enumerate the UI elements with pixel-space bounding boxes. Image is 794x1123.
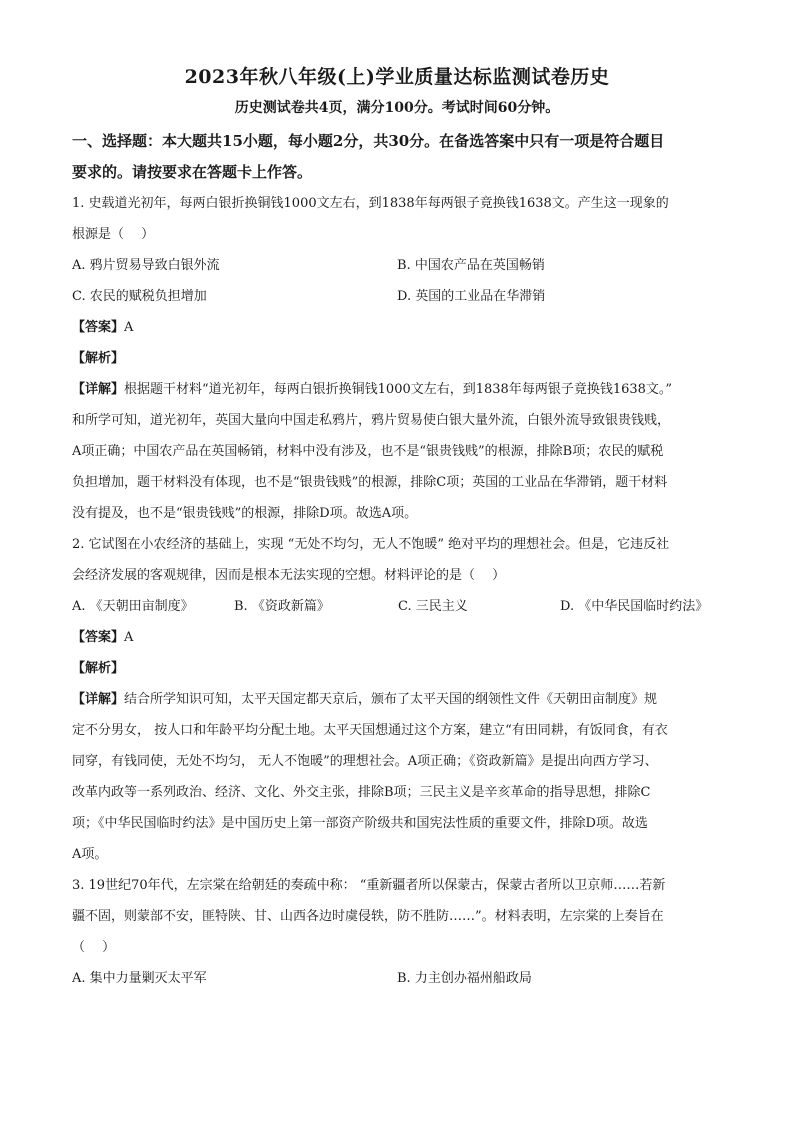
- section-heading-line-1: 一、选择题：本大题共15小题，每小题2分，共30分。在备选答案中只有一项是符合题目: [72, 132, 665, 150]
- q2-option-d: D. 《中华民国临时约法》: [560, 599, 709, 614]
- q1-detail-line-5: 没有提及，也不是“银贵钱贱”的根源，排除D项。故选A项。: [72, 506, 418, 521]
- q1-option-b: B. 中国农产品在英国畅销: [397, 258, 545, 273]
- q1-detail-text-1: 根据题干材料“道光初年，每两白银折换铜钱1000文左右，到1838年每两银子竟换钱1638文。”: [124, 382, 673, 397]
- q3-option-a: A. 集中力量剿灭太平军: [72, 971, 207, 986]
- q2-stem-line-2: 会经济发展的客观规律，因而是根本无法实现的空想。材料评论的是（ ）: [72, 568, 506, 583]
- q2-analysis: [72, 653, 722, 684]
- q1-detail-line-1: [72, 374, 722, 405]
- q1-detail-line-3: A项正确；中国农产品在英国畅销，材料中没有涉及，也不是“银贵钱贱”的根源，排除B项；农民的赋税: [72, 444, 664, 459]
- q1-detail-line-4: 负担增加，题干材料没有体现，也不是“银贵钱贱”的根源，排除C项；英国的工业品在华滞销，题干材料: [72, 475, 668, 490]
- q3-options-row-1: [72, 963, 722, 994]
- section-heading: [72, 126, 722, 188]
- q2-answer: [72, 622, 722, 653]
- section-heading-line-2: 要求的。请按要求在答题卡上作答。: [72, 163, 313, 181]
- q1-option-d: D. 英国的工业品在华滞销: [397, 289, 546, 304]
- question-2: [72, 529, 722, 870]
- q1-options-row-1: [72, 250, 722, 281]
- q1-answer-value: A: [124, 320, 134, 335]
- q1-analysis-label: 【解析】: [72, 351, 125, 366]
- q1-detail-label: 【详解】: [72, 382, 125, 397]
- q2-option-a: A. 《天朝田亩制度》: [72, 599, 194, 614]
- q2-option-b: B. 《资政新篇》: [234, 599, 330, 614]
- q2-answer-label: 【答案】: [72, 630, 125, 645]
- q2-option-c: C. 三民主义: [398, 599, 468, 614]
- question-3: [72, 870, 722, 994]
- q1-stem-line-1: 1. 史载道光初年，每两白银折换铜钱1000文左右，到1838年每两银子竟换钱1638文。产生这一现象的: [72, 196, 669, 211]
- q1-analysis: [72, 343, 722, 374]
- exam-subtitle: 历史测试卷共4页，满分100分。考试时间60分钟。: [234, 100, 560, 116]
- q1-stem-line-2: 根源是（ ）: [72, 227, 155, 242]
- q1-answer: [72, 312, 722, 343]
- q3-stem-line-1: 3. 19世纪70年代，左宗棠在给朝廷的奏疏中称： “重新疆者所以保蒙古，保蒙古者所以卫京师……若新: [72, 878, 666, 893]
- q2-detail-line-5: 项；《中华民国临时约法》是中国历史上第一部资产阶级共和国宪法性质的重要文件，排除D项。故选: [72, 816, 648, 831]
- q2-detail-line-2: 定不分男女， 按人口和年龄平均分配土地。太平天国想通过这个方案，建立“有田同耕，有饭同食，有衣: [72, 723, 668, 738]
- question-1: [72, 188, 722, 529]
- q3-stem-line-3: （ ）: [72, 940, 116, 955]
- exam-page: [72, 62, 722, 994]
- q2-detail-line-6: A项。: [72, 847, 108, 862]
- q2-answer-value: A: [124, 630, 134, 645]
- q2-detail-text-1: 结合所学知识可知，太平天国定都天京后，颁布了太平天国的纲领性文件《天朝田亩制度》规: [124, 692, 658, 707]
- q2-detail-line-1: [72, 684, 722, 715]
- q1-detail-line-2: 和所学可知，道光初年，英国大量向中国走私鸦片，鸦片贸易使白银大量外流，白银外流导致银贵钱贱，: [72, 413, 671, 428]
- q2-analysis-label: 【解析】: [72, 661, 125, 676]
- q3-option-b: B. 力主创办福州船政局: [397, 971, 532, 986]
- q1-option-c: C. 农民的赋税负担增加: [72, 289, 207, 304]
- q2-detail-label: 【详解】: [72, 692, 125, 707]
- q1-options-row-2: [72, 281, 722, 312]
- q2-detail-line-4: 改革内政等一系列政治、经济、文化、外交主张，排除B项；三民主义是辛亥革命的指导思想，排除C: [72, 785, 651, 800]
- q2-detail-line-3: 同穿，有钱同使，无处不均匀， 无人不饱暖”的理想社会。A项正确；《资政新篇》是提出向西方学习、: [72, 754, 658, 769]
- q1-option-a: A. 鸦片贸易导致白银外流: [72, 258, 220, 273]
- q2-stem-line-1: 2. 它试图在小农经济的基础上，实现 “无处不均匀，无人不饱暖” 绝对平均的理想社会。但是，它违反社: [72, 537, 670, 552]
- q3-stem-line-2: 疆不固，则蒙部不安，匪特陕、甘、山西各边时虞侵轶，防不胜防……”。材料表明，左宗棠的上奏旨在: [72, 909, 664, 924]
- q2-options-row: [72, 591, 722, 622]
- q1-answer-label: 【答案】: [72, 320, 125, 335]
- exam-title: 2023年秋八年级(上)学业质量达标监测试卷历史: [184, 66, 610, 88]
